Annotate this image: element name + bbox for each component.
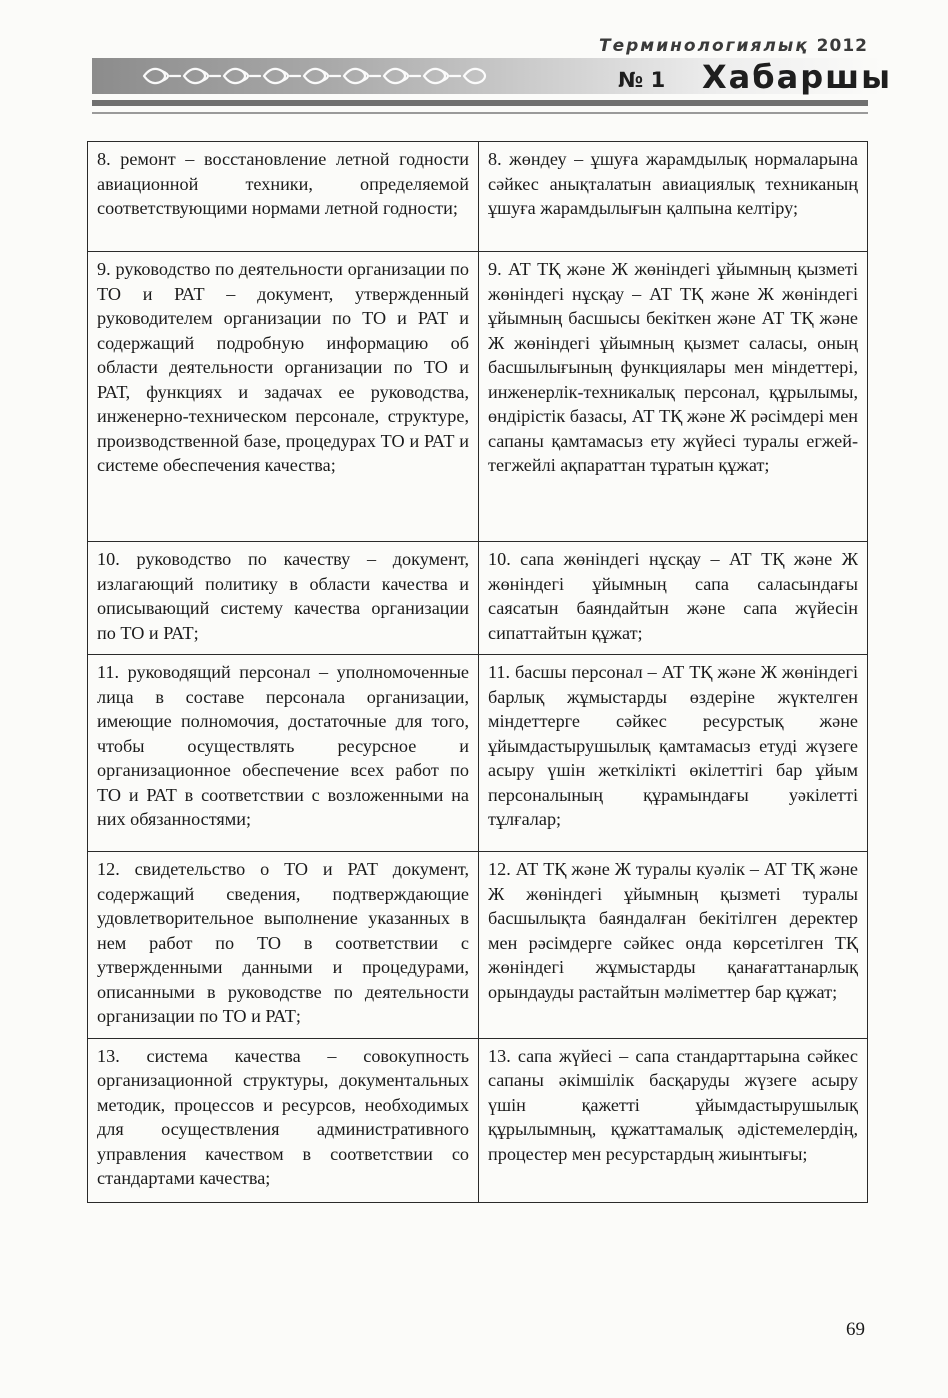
journal-title [599,36,868,56]
header-rule-thin [92,112,868,114]
page-number: 69 [846,1319,865,1340]
table-row [88,852,868,1039]
page-header [0,0,948,140]
table-row [88,655,868,852]
ornament-pattern [140,60,500,92]
term-kz: 11. басшы персонал – АТ ТҚ және Ж жөніндегі барлық жұмыстарды өздеріне жүктелген міндеттерге сәйкес ресурстық және ұйымдастырушылық қамтамасыз етуді жүзеге асыру үшін жеткілікті өкілеттігі бар ұйым персоналының құрамындағы уәкілетті тұлғалар; [479,655,868,852]
issue-title: Хабаршы [702,58,893,96]
term-kz: 9. АТ ТҚ және Ж жөніндегі ұйымның қызметі жөніндегі нұсқау – АТ ТҚ және Ж жөніндегі ұйымның басшысы бекіткен және АТ ТҚ және Ж жөніндегі ұйымның қызмет саласы, оның басшылығының функциялары мен міндеттері, инженерлік-техникалық персонал, құрылымы, өндірістік базасы, АТ ТҚ және Ж рәсімдері мен сапаны қамтамасыз ету жүйесі туралы егжей-тегжейлі ақпараттан тұратын құжат; [479,252,868,542]
term-ru: 12. свидетельство о ТО и РАТ документ, содержащий сведения, подтверждающие удовлетворительное выполнение указанных в нем работ по ТО в соответствии с утвержденными данными и процедурами, описанными в руководстве по деятельности организации по ТО и РАТ; [88,852,479,1039]
term-kz: 12. АТ ТҚ және Ж туралы куәлік – АТ ТҚ және Ж жөніндегі ұйымның қызметі туралы басшылықта баяндалған бекітілген деректер мен рәсімдерге сәйкес онда көрсетілген ТҚ жөніндегі жұмыстарды қанағаттанарлық орындауды растайтын мәліметтер бар құжат; [479,852,868,1039]
glossary-table [87,141,868,1203]
table-row [88,142,868,252]
term-ru: 13. система качества – совокупность организационной структуры, документальных методик, процессов и ресурсов, необходимых для осуществления административного управления качеством в соответствии со стандартами качества; [88,1038,479,1202]
header-rule-thick [92,100,868,106]
term-kz: 10. сапа жөніндегі нұсқау – АТ ТҚ және Ж жөніндегі ұйымның сапа саласындағы саясатын баяндайтын және сапа жүйесін сипаттайтын құжат; [479,542,868,655]
term-ru: 10. руководство по качеству – документ, излагающий политику в области качества и описывающий систему качества организации по ТО и РАТ; [88,542,479,655]
journal-name: Терминологиялық [599,36,809,56]
term-ru: 9. руководство по деятельности организации по ТО и РАТ – документ, утвержденный руководителем организации по ТО и РАТ и содержащий подробную информацию об области деятельности организации по ТО и РАТ, функциях и задачах ее руководства, инженерно-техническом персонале, структуре, производственной базе, процедурах ТО и РАТ и системе обеспечения качества; [88,252,479,542]
term-ru: 8. ремонт – восстановление летной годности авиационной техники, определяемой соответствующими нормами летной годности; [88,142,479,252]
table-row [88,542,868,655]
term-ru: 11. руководящий персонал – уполномоченные лица в составе персонала организации, имеющие полномочия, достаточные для того, чтобы осуществлять ресурсное и организационное обеспечение всех работ по ТО и РАТ в соответствии с возложенными на них обязанностями; [88,655,479,852]
table-row [88,1038,868,1202]
issue-number: № 1 [618,68,666,92]
term-kz: 8. жөндеу – ұшуға жарамдылық нормаларына сәйкес анықталатын авиациялық техниканың ұшуға жарамдылығын қалпына келтіру; [479,142,868,252]
table-row [88,252,868,542]
journal-year: 2012 [816,36,868,56]
term-kz: 13. сапа жүйесі – сапа стандарттарына сәйкес сапаны әкімшілік басқаруды жүзеге асыру үшін қажетті ұйымдастырушылық құрылымның, құжаттамалық әдістемелердің, процестер мен ресурстардың жиынтығы; [479,1038,868,1202]
